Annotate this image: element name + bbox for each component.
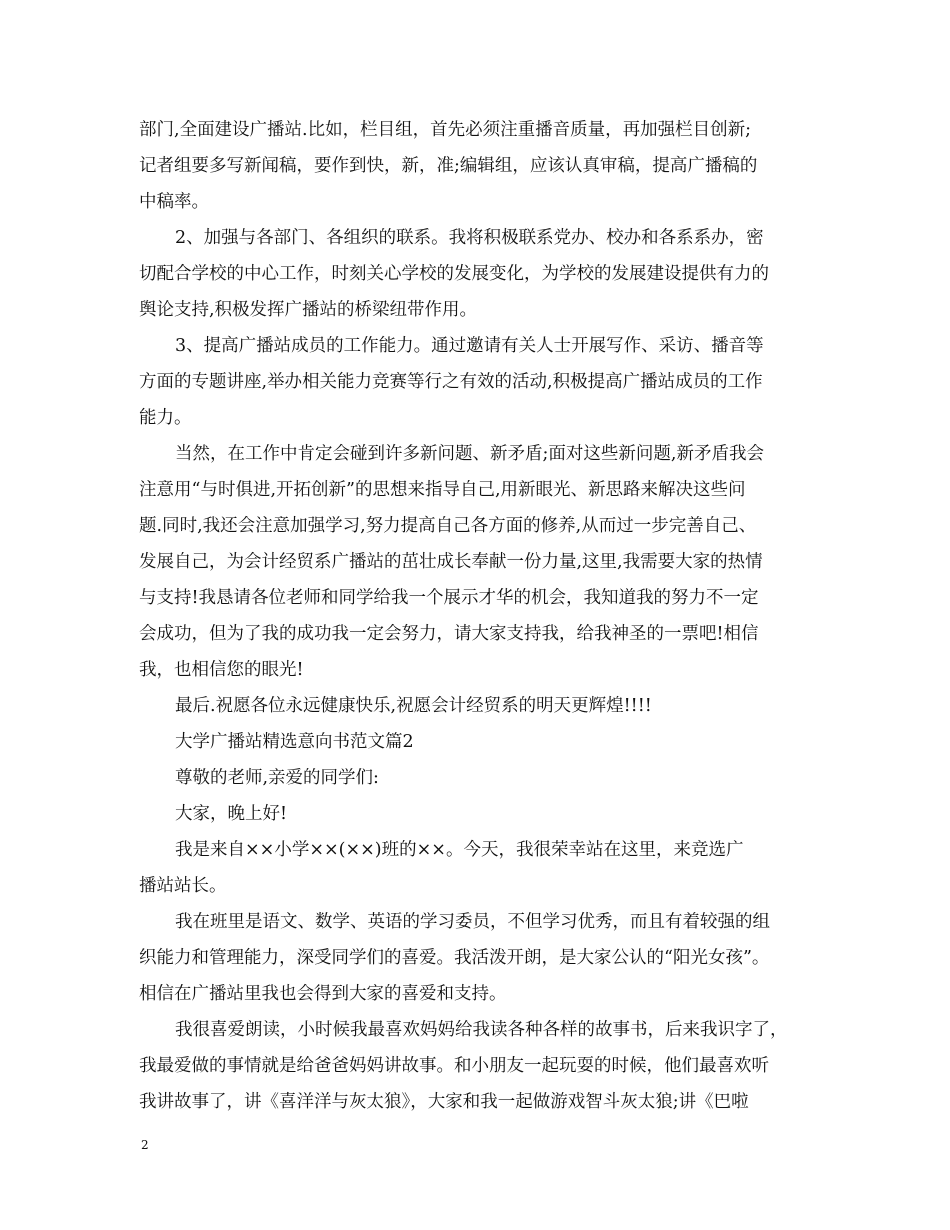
text-line: 相信在广播站里我也会得到大家的喜爱和支持。 [139,984,507,1004]
text-line: 记者组要多写新闻稿，要作到快，新，准;编辑组，应该认真审稿，提高广播稿的 [139,156,758,176]
section-title: 大学广播站精选意向书范文篇2 [175,732,414,752]
paragraph-start-line: 最后.祝愿各位永远健康快乐,祝愿会计经贸系的明天更辉煌!!!! [175,696,652,716]
text-line: 织能力和管理能力，深受同学们的喜爱。我活泼开朗，是大家公认的“阳光女孩”。 [139,948,770,968]
text-line: 部门,全面建设广播站.比如，栏目组，首先必须注重播音质量，再加强栏目创新; [139,120,752,140]
paragraph-start-line: 我在班里是语文、数学、英语的学习委员，不但学习优秀，而且有着较强的组 [175,912,770,932]
text-line: 我最爱做的事情就是给爸爸妈妈讲故事。和小朋友一起玩耍的时候，他们最喜欢听 [139,1056,769,1076]
paragraph-start-line: 当然，在工作中肯定会碰到许多新问题、新矛盾;面对这些新问题,新矛盾我会 [175,444,764,464]
text-line: 与支持!我恳请各位老师和同学给我一个展示才华的机会，我知道我的努力不一定 [139,588,759,608]
text-line: 我讲故事了，讲《喜洋洋与灰太狼》，大家和我一起做游戏智斗灰太狼;讲《巴啦 [139,1092,749,1112]
text-line: 我，也相信您的眼光! [139,660,304,680]
text-line: 播站站长。 [139,876,227,896]
page-number: 2 [141,1138,149,1152]
text-line: 切配合学校的中心工作，时刻关心学校的发展变化，为学校的发展建设提供有力的 [139,264,769,284]
text-line: 舆论支持,积极发挥广播站的桥梁纽带作用。 [139,300,478,320]
paragraph-start-line: 2、加强与各部门、各组织的联系。我将积极联系党办、校办和各系系办，密 [175,228,764,248]
text-line: 注意用“与时俱进,开拓创新”的思想来指导自己,用新眼光、新思路来解决这些问 [139,480,746,500]
text-line: 能力。 [139,408,192,428]
text-line: 会成功，但为了我的成功我一定会努力，请大家支持我，给我神圣的一票吧!相信 [139,624,759,644]
greeting-line: 大家，晚上好! [175,804,288,824]
text-line: 题.同时,我还会注意加强学习,努力提高自己各方面的修养,从而过一步完善自己、 [139,516,757,536]
text-line: 发展自己，为会计经贸系广播站的茁壮成长奉献一份力量,这里,我需要大家的热情 [139,552,763,572]
salutation-line: 尊敬的老师,亲爱的同学们: [175,768,379,788]
document-body [139,112,829,1120]
text-line: 方面的专题讲座,举办相关能力竞赛等行之有效的活动,积极提高广播站成员的工作 [139,372,763,392]
paragraph-start-line: 3、提高广播站成员的工作能力。通过邀请有关人士开展写作、采访、播音等 [175,336,764,356]
paragraph-start-line: 我是来自××小学××(××)班的××。今天，我很荣幸站在这里，来竞选广 [175,840,744,860]
paragraph-start-line: 我很喜爱朗读，小时候我最喜欢妈妈给我读各种各样的故事书，后来我识字了， [175,1020,788,1040]
text-line: 中稿率。 [139,192,209,212]
